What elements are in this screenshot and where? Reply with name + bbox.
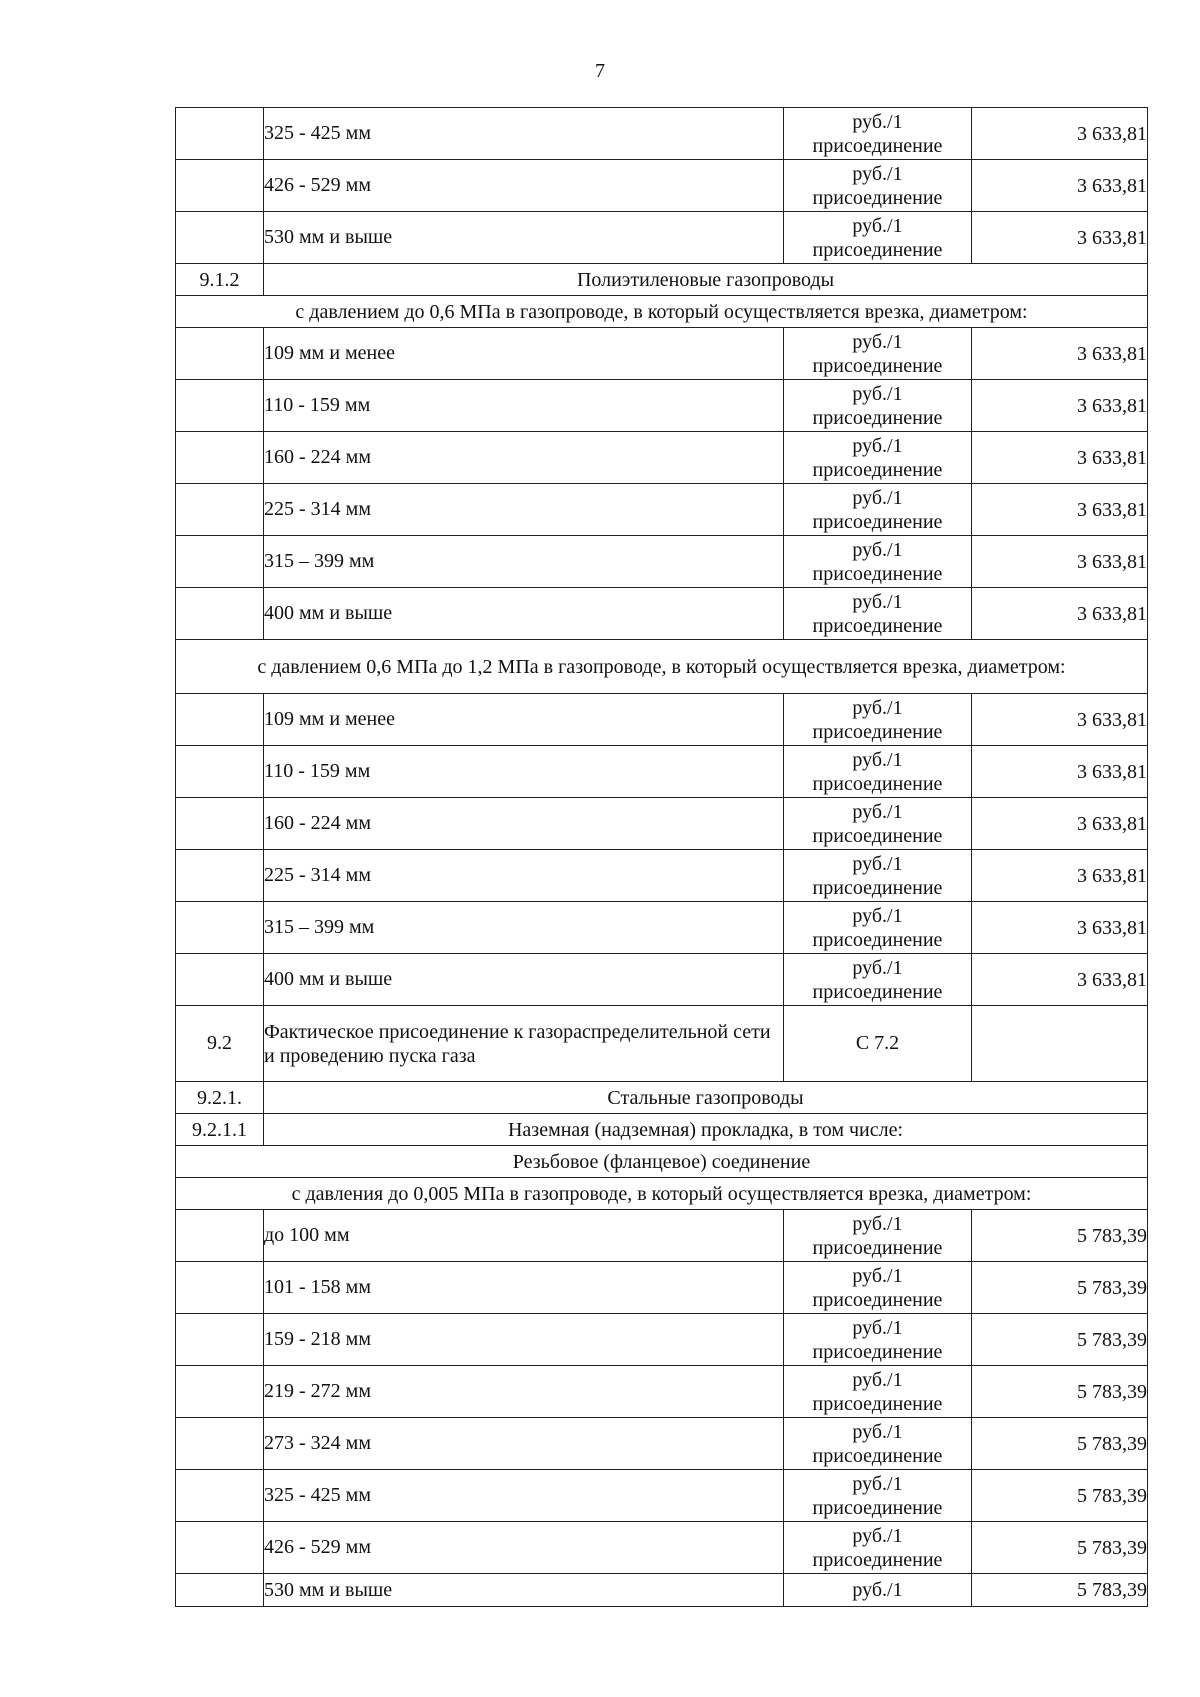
row-number [176,1418,264,1470]
section-title: Стальные газопроводы [264,1082,1148,1114]
unit-line-2: присоединение [812,1236,943,1259]
unit-line-2: присоединение [812,1288,943,1311]
unit-line-2: присоединение [812,134,943,157]
row-number [176,694,264,746]
row-number [176,1522,264,1574]
unit-line-2: присоединение [812,824,943,847]
subheader-row [176,296,1148,328]
tariff-table [175,107,1148,1607]
subheader-row [176,640,1148,694]
section-row [176,264,1148,296]
table-row [176,432,1148,484]
row-value: 5 783,39 [972,1470,1148,1522]
unit-line-1: руб./1 [852,748,903,771]
row-unit [784,1366,972,1418]
row-unit [784,1210,972,1262]
row-unit [784,108,972,160]
row-unit [784,694,972,746]
unit-line-1: руб./1 [852,800,903,823]
unit-line-1: руб./1 [852,1368,903,1391]
row-description: 400 мм и выше [264,588,784,640]
row-value: 3 633,81 [972,328,1148,380]
row-unit [784,1522,972,1574]
row-description: 426 - 529 мм [264,1522,784,1574]
table-row [176,1314,1148,1366]
row-number [176,432,264,484]
row-value: 3 633,81 [972,902,1148,954]
table-row [176,850,1148,902]
row-value: 5 783,39 [972,1522,1148,1574]
row-description: 160 - 224 мм [264,432,784,484]
subheader-text: с давлением 0,6 МПа до 1,2 МПа в газопроводе, в который осуществляется врезка, диаметром: [176,640,1148,694]
row-description: 110 - 159 мм [264,380,784,432]
section-row [176,1082,1148,1114]
unit-line-1: руб./1 [852,696,903,719]
unit-line-1: руб./1 [852,330,903,353]
row-unit [784,432,972,484]
unit-line-2: присоединение [812,238,943,261]
row-number [176,1366,264,1418]
row-unit [784,1418,972,1470]
row-number [176,902,264,954]
table-row [176,1574,1148,1607]
unit-line-2: присоединение [812,1340,943,1363]
table-row [176,1470,1148,1522]
row-unit [784,1470,972,1522]
row-value: 3 633,81 [972,432,1148,484]
row-number [176,328,264,380]
section-number: 9.2.1.1 [176,1114,264,1146]
subheader-row [176,1146,1148,1178]
section-row [176,1114,1148,1146]
unit-line-1: руб./1 [852,434,903,457]
page-number: 7 [595,60,605,82]
row-unit [784,902,972,954]
row-value: 3 633,81 [972,954,1148,1006]
table-row [176,1366,1148,1418]
table-row [176,1210,1148,1262]
row-unit [784,160,972,212]
section-title: Наземная (надземная) прокладка, в том числе: [264,1114,1148,1146]
row-number [176,798,264,850]
row-value: 3 633,81 [972,380,1148,432]
section-number: 9.2.1. [176,1082,264,1114]
row-value: 3 633,81 [972,212,1148,264]
row-unit [784,1262,972,1314]
row-description: 160 - 224 мм [264,798,784,850]
row-number [176,1574,264,1607]
row-description: 530 мм и выше [264,1574,784,1607]
row-unit [784,954,972,1006]
unit-line-1: руб./1 [852,110,903,133]
row-unit [784,588,972,640]
unit-line-1: руб./1 [852,1212,903,1235]
unit-line-1: руб./1 [852,590,903,613]
unit-line-2: присоединение [812,720,943,743]
row-value: 5 783,39 [972,1366,1148,1418]
subheader-text: с давлением до 0,6 МПа в газопроводе, в который осуществляется врезка, диаметром: [176,296,1148,328]
table-row [176,536,1148,588]
row-unit [784,746,972,798]
row-number [176,850,264,902]
unit-line-1: руб./1 [852,538,903,561]
row-value: 5 783,39 [972,1314,1148,1366]
row-value: 3 633,81 [972,746,1148,798]
row-description: до 100 мм [264,1210,784,1262]
unit-line-2: присоединение [812,406,943,429]
row-number [176,1262,264,1314]
row-value: 5 783,39 [972,1262,1148,1314]
unit-line-1: руб./1 [852,162,903,185]
unit-line-2: присоединение [812,1444,943,1467]
row-unit: С 7.2 [784,1006,972,1082]
row-value: 5 783,39 [972,1574,1148,1607]
unit-line-2: присоединение [812,1548,943,1571]
table-row [176,212,1148,264]
table-row [176,746,1148,798]
unit-line-2: присоединение [812,772,943,795]
row-number [176,1314,264,1366]
row-description: 109 мм и менее [264,694,784,746]
unit-line-2: присоединение [812,614,943,637]
table-row [176,1418,1148,1470]
row-unit [784,1574,972,1607]
row-value: 5 783,39 [972,1210,1148,1262]
row-description: Фактическое присоединение к газораспределительной сети и проведению пуска газа [264,1006,784,1082]
row-unit [784,380,972,432]
table-row [176,1262,1148,1314]
row-number [176,746,264,798]
row-value: 3 633,81 [972,798,1148,850]
unit-line-2: присоединение [812,1496,943,1519]
row-number [176,160,264,212]
unit-line-1: руб./1 [852,1264,903,1287]
table-row [176,108,1148,160]
row-description: 225 - 314 мм [264,484,784,536]
unit-line-2: присоединение [812,458,943,481]
row-value: 3 633,81 [972,484,1148,536]
row-description: 219 - 272 мм [264,1366,784,1418]
row-description: 110 - 159 мм [264,746,784,798]
row-description: 315 – 399 мм [264,902,784,954]
row-number [176,1470,264,1522]
row-value: 3 633,81 [972,108,1148,160]
section-title: Полиэтиленовые газопроводы [264,264,1148,296]
row-description: 225 - 314 мм [264,850,784,902]
row-number [176,108,264,160]
row-number [176,954,264,1006]
row-description: 530 мм и выше [264,212,784,264]
table-row [176,1006,1148,1082]
table-row [176,328,1148,380]
row-description: 325 - 425 мм [264,108,784,160]
section-number: 9.1.2 [176,264,264,296]
subheader-text: с давления до 0,005 МПа в газопроводе, в который осуществляется врезка, диаметром: [176,1178,1148,1210]
unit-line-1: руб./1 [852,852,903,875]
row-unit [784,850,972,902]
unit-line-1: руб./1 [852,382,903,405]
table-row [176,902,1148,954]
row-description: 159 - 218 мм [264,1314,784,1366]
table-row [176,954,1148,1006]
row-description: 325 - 425 мм [264,1470,784,1522]
row-number [176,536,264,588]
row-description: 109 мм и менее [264,328,784,380]
unit-line-2: присоединение [812,354,943,377]
table-row [176,694,1148,746]
unit-line-1: руб./1 [852,1316,903,1339]
unit-line-2: присоединение [812,1392,943,1415]
row-description: 273 - 324 мм [264,1418,784,1470]
unit-line-2: присоединение [812,928,943,951]
row-description: 315 – 399 мм [264,536,784,588]
row-value: 3 633,81 [972,160,1148,212]
row-value: 3 633,81 [972,588,1148,640]
row-unit [784,1314,972,1366]
row-unit [784,536,972,588]
unit-line-2: присоединение [812,186,943,209]
row-unit [784,212,972,264]
table-row [176,484,1148,536]
subheader-row [176,1178,1148,1210]
unit-line-1: руб./1 [852,956,903,979]
unit-line-2: присоединение [812,510,943,533]
table-row [176,160,1148,212]
row-number [176,380,264,432]
row-unit [784,798,972,850]
unit-line-1: руб./1 [852,486,903,509]
subheader-text: Резьбовое (фланцевое) соединение [176,1146,1148,1178]
unit-line-1: руб./1 [852,1420,903,1443]
row-number [176,588,264,640]
table-row [176,588,1148,640]
row-value: 3 633,81 [972,694,1148,746]
row-unit [784,484,972,536]
unit-line-1: руб./1 [852,1579,903,1601]
row-description: 101 - 158 мм [264,1262,784,1314]
row-value: 5 783,39 [972,1418,1148,1470]
unit-line-2: присоединение [812,562,943,585]
row-value: 3 633,81 [972,536,1148,588]
row-value [972,1006,1148,1082]
row-description: 400 мм и выше [264,954,784,1006]
row-number: 9.2 [176,1006,264,1082]
unit-line-1: руб./1 [852,904,903,927]
row-number [176,484,264,536]
row-description: 426 - 529 мм [264,160,784,212]
table-row [176,798,1148,850]
unit-line-1: руб./1 [852,1524,903,1547]
unit-line-1: руб./1 [852,1472,903,1495]
unit-line-2: присоединение [812,980,943,1003]
unit-line-1: руб./1 [852,214,903,237]
row-number [176,212,264,264]
unit-line-2: присоединение [812,876,943,899]
row-number [176,1210,264,1262]
table-row [176,1522,1148,1574]
row-value: 3 633,81 [972,850,1148,902]
table-row [176,380,1148,432]
row-unit [784,328,972,380]
